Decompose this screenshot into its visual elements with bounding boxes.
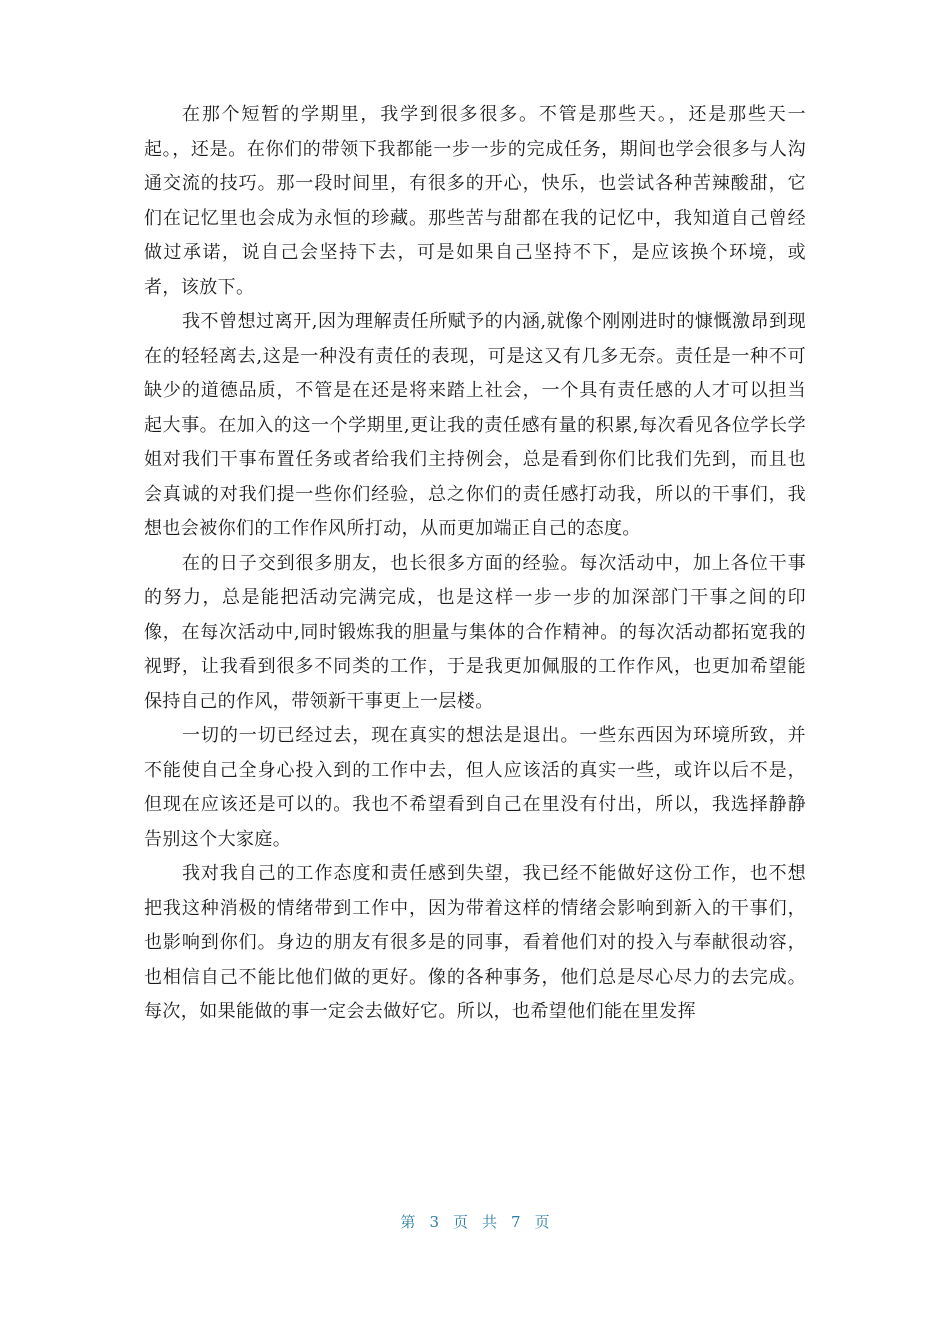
paragraph-2: 我不曾想过离开,因为理解责任所赋予的内涵,就像个刚刚进时的慷慨激昂到现在的轻轻离去,这是一种没有责任的表现，可是这又有几多无奈。责任是一种不可缺少的道德品质，不管是在还是将来踏上社会，一个具有责任感的人才可以担当起大事。在加入的这一个学期里,更让我的责任感有量的积累,每次看见各位学长学姐对我们干事布置任务或者给我们主持例会，总是看到你们比我们先到，而且也会真诚的对我们提一些你们经验，总之你们的责任感打动我，所以的干事们，我想也会被你们的工作作风所打动，从而更加端正自己的态度。 <box>144 311 806 539</box>
footer-di: 第 <box>400 1213 416 1231</box>
page-footer <box>0 1211 950 1232</box>
footer-current-page: 3 <box>429 1213 439 1231</box>
paragraph-1: 在那个短暂的学期里，我学到很多很多。不管是那些天。，还是那些天一起。，还是。在你们的带领下我都能一步一步的完成任务，期间也学会很多与人沟通交流的技巧。那一段时间里，有很多的开心，快乐，也尝试各种苦辣酸甜，它们在记忆里也会成为永恒的珍藏。那些苦与甜都在我的记忆中，我知道自己曾经做过承诺，说自己会坚持下去，可是如果自己坚持不下，是应该换个环境，或者，该放下。 <box>144 104 806 298</box>
paragraph-3: 在的日子交到很多朋友，也长很多方面的经验。每次活动中，加上各位干事的努力，总是能把活动完满完成，也是这样一步一步的加深部门干事之间的印像，在每次活动中,同时锻炼我的胆量与集体的合作精神。的每次活动都拓宽我的视野，让我看到很多不同类的工作，于是我更加佩服的工作作风，也更加希望能保持自己的作风，带领新干事更上一层楼。 <box>144 552 806 712</box>
document-body <box>144 98 806 1030</box>
paragraph-5: 我对我自己的工作态度和责任感到失望，我已经不能做好这份工作，也不想把我这种消极的情绪带到工作中，因为带着这样的情绪会影响到新入的干事们，也影响到你们。身边的朋友有很多是的同事，看着他们对的投入与奉献很动容，也相信自己不能比他们做的更好。像的各种事务，他们总是尽心尽力的去完成。每次，如果能做的事一定会去做好它。所以，也希望他们能在里发挥 <box>144 863 806 1022</box>
footer-ye: 页 <box>452 1213 468 1231</box>
footer-ye-end: 页 <box>534 1213 550 1231</box>
footer-gong: 共 <box>482 1213 498 1231</box>
paragraph-4: 一切的一切已经过去，现在真实的想法是退出。一些东西因为环境所致，并不能使自己全身心投入到的工作中去，但人应该活的真实一些，或许以后不是，但现在应该还是可以的。我也不希望看到自己在里没有付出，所以，我选择静静告别这个大家庭。 <box>144 725 806 850</box>
footer-total-pages: 7 <box>511 1213 521 1231</box>
